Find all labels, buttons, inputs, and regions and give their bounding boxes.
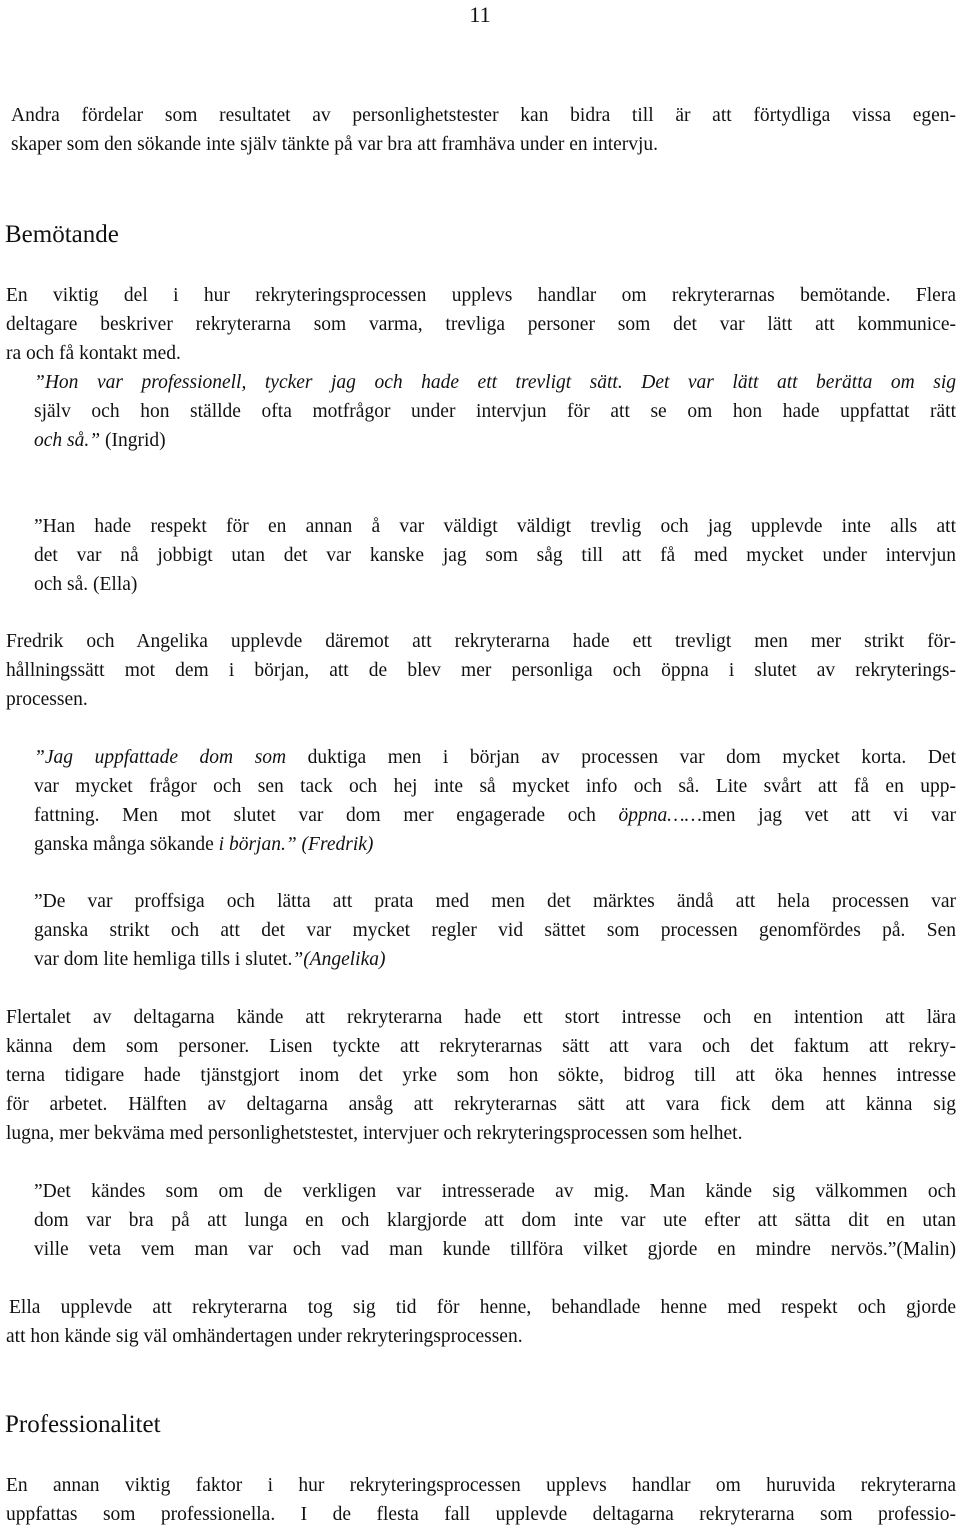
text-line: terna tidigare hade tjänstgjort inom det yrke som hon sökte, bidrog till att öka hennes intresse — [6, 1065, 956, 1086]
quote-text: duktiga men i början av processen var dom mycket korta. Det — [286, 747, 956, 768]
heading-bemotande: Bemötande — [5, 221, 119, 248]
text-line: lugna, mer bekväma med personlighetstestet, intervjuer och rekryteringsprocessen som helhet. — [6, 1123, 743, 1144]
text-line: Flertalet av deltagarna kände att rekryterarna hade ett stort intresse och en intention att lära — [6, 1007, 956, 1028]
text-line — [34, 743, 956, 772]
text-line: och så. (Ella) — [34, 574, 138, 595]
quote-text: var dom lite hemliga tills i slutet. — [34, 949, 293, 970]
quote-end: och så.” — [34, 430, 101, 451]
quote-angelika — [34, 887, 956, 974]
text-line: ra och få kontakt med. — [6, 343, 181, 364]
quote-text: fattning. Men mot slutet var dom mer engagerade och — [34, 805, 619, 826]
text-line: En annan viktig faktor i hur rekryteringsprocessen upplevs handlar om huruvida rekryterarna — [6, 1475, 956, 1496]
text-line: att hon kände sig väl omhändertagen under rekryteringsprocessen. — [6, 1326, 523, 1347]
paragraph-ella — [6, 1293, 956, 1351]
text-line: ”De var proffsiga och lätta att prata med men det märktes ändå att hela processen var — [34, 891, 956, 912]
text-line: själv och hon ställde ofta motfrågor under intervjun för att se om hon hade uppfattat rätt — [34, 401, 956, 422]
text-line: ganska strikt och att det var mycket regler vid sättet som processen genomfördes på. Sen — [34, 920, 956, 941]
text-line: Andra fördelar som resultatet av personlighetstester kan bidra till är att förtydliga vissa egen- — [11, 105, 956, 126]
quote-speaker: (Ingrid) — [100, 430, 166, 451]
text-line: ”Det kändes som om de verkligen var intresserade av mig. Man kände sig välkommen och — [34, 1181, 956, 1202]
quote-start: ”Jag uppfattade dom som — [34, 747, 287, 768]
text-line: för arbetet. Hälften av deltagarna ansåg att rekryterarnas sätt att vara fick dem att känna sig — [6, 1094, 956, 1115]
text-line: En viktig del i hur rekryteringsprocessen upplevs handlar om rekryterarnas bemötande. Flera — [6, 285, 956, 306]
quote-ella — [34, 512, 956, 599]
quote-text: ganska många sökande — [34, 834, 219, 855]
text-line: dom var bra på att lunga en och klargjorde att dom inte var ute efter att sätta dit en utan — [34, 1210, 956, 1231]
text-line: känna dem som personer. Lisen tyckte att rekryterarnas sätt att vara och det faktum att rekry- — [6, 1036, 956, 1057]
quote-fredrik — [34, 743, 956, 859]
paragraph-professionalitet — [6, 1471, 956, 1529]
quote-text: men jag vet att vi var — [701, 805, 956, 826]
paragraph-deltagarna — [6, 1003, 956, 1148]
text-line: skaper som den sökande inte själv tänkte på var bra att framhäva under en intervju. — [11, 134, 659, 155]
text-line: ”Han hade respekt för en annan å var väldigt väldigt trevlig och jag upplevde inte alls att — [34, 516, 956, 537]
text-line: processen. — [6, 689, 88, 710]
paragraph-bemotande-intro — [6, 281, 956, 368]
text-line: var mycket frågor och sen tack och hej inte så mycket info och så. Lite svårt att få en upp- — [34, 776, 956, 797]
quote-ingrid — [34, 368, 956, 455]
quote-malin — [34, 1177, 956, 1264]
text-line: Fredrik och Angelika upplevde däremot att rekryterarna hade ett trevligt men mer strikt för- — [6, 631, 956, 652]
quote-speaker: i början.” (Fredrik) — [218, 834, 374, 855]
text-line: det var nå jobbigt utan det var kanske jag som såg till att få med mycket under intervjun — [34, 545, 956, 566]
text-line — [34, 830, 956, 859]
text-line: Ella upplevde att rekryterarna tog sig tid för henne, behandlade henne med respekt och gjorde — [9, 1297, 956, 1318]
text-line — [34, 426, 956, 455]
text-line: uppfattas som professionella. I de flesta fall upplevde deltagarna rekryterarna som professio- — [6, 1504, 956, 1525]
paragraph-fredrik-angelika — [6, 627, 956, 714]
quote-speaker: ”(Angelika) — [292, 949, 386, 970]
text-line — [34, 945, 956, 974]
text-line: ville veta vem man var och vad man kunde tillföra vilket gjorde en mindre nervös.”(Malin) — [34, 1239, 956, 1260]
quote-emphasis: öppna…… — [618, 805, 702, 826]
text-line — [34, 801, 956, 830]
text-line: ”Hon var professionell, tycker jag och hade ett trevligt sätt. Det var lätt att berätta om sig — [34, 372, 956, 393]
heading-professionalitet: Professionalitet — [5, 1411, 161, 1438]
text-line: hållningssätt mot dem i början, att de blev mer personliga och öppna i slutet av rekryterings- — [6, 660, 956, 681]
paragraph-personality-tests — [11, 101, 956, 159]
text-line: deltagare beskriver rekryterarna som varma, trevliga personer som det var lätt att kommunice- — [6, 314, 956, 335]
page-number: 11 — [469, 2, 491, 27]
